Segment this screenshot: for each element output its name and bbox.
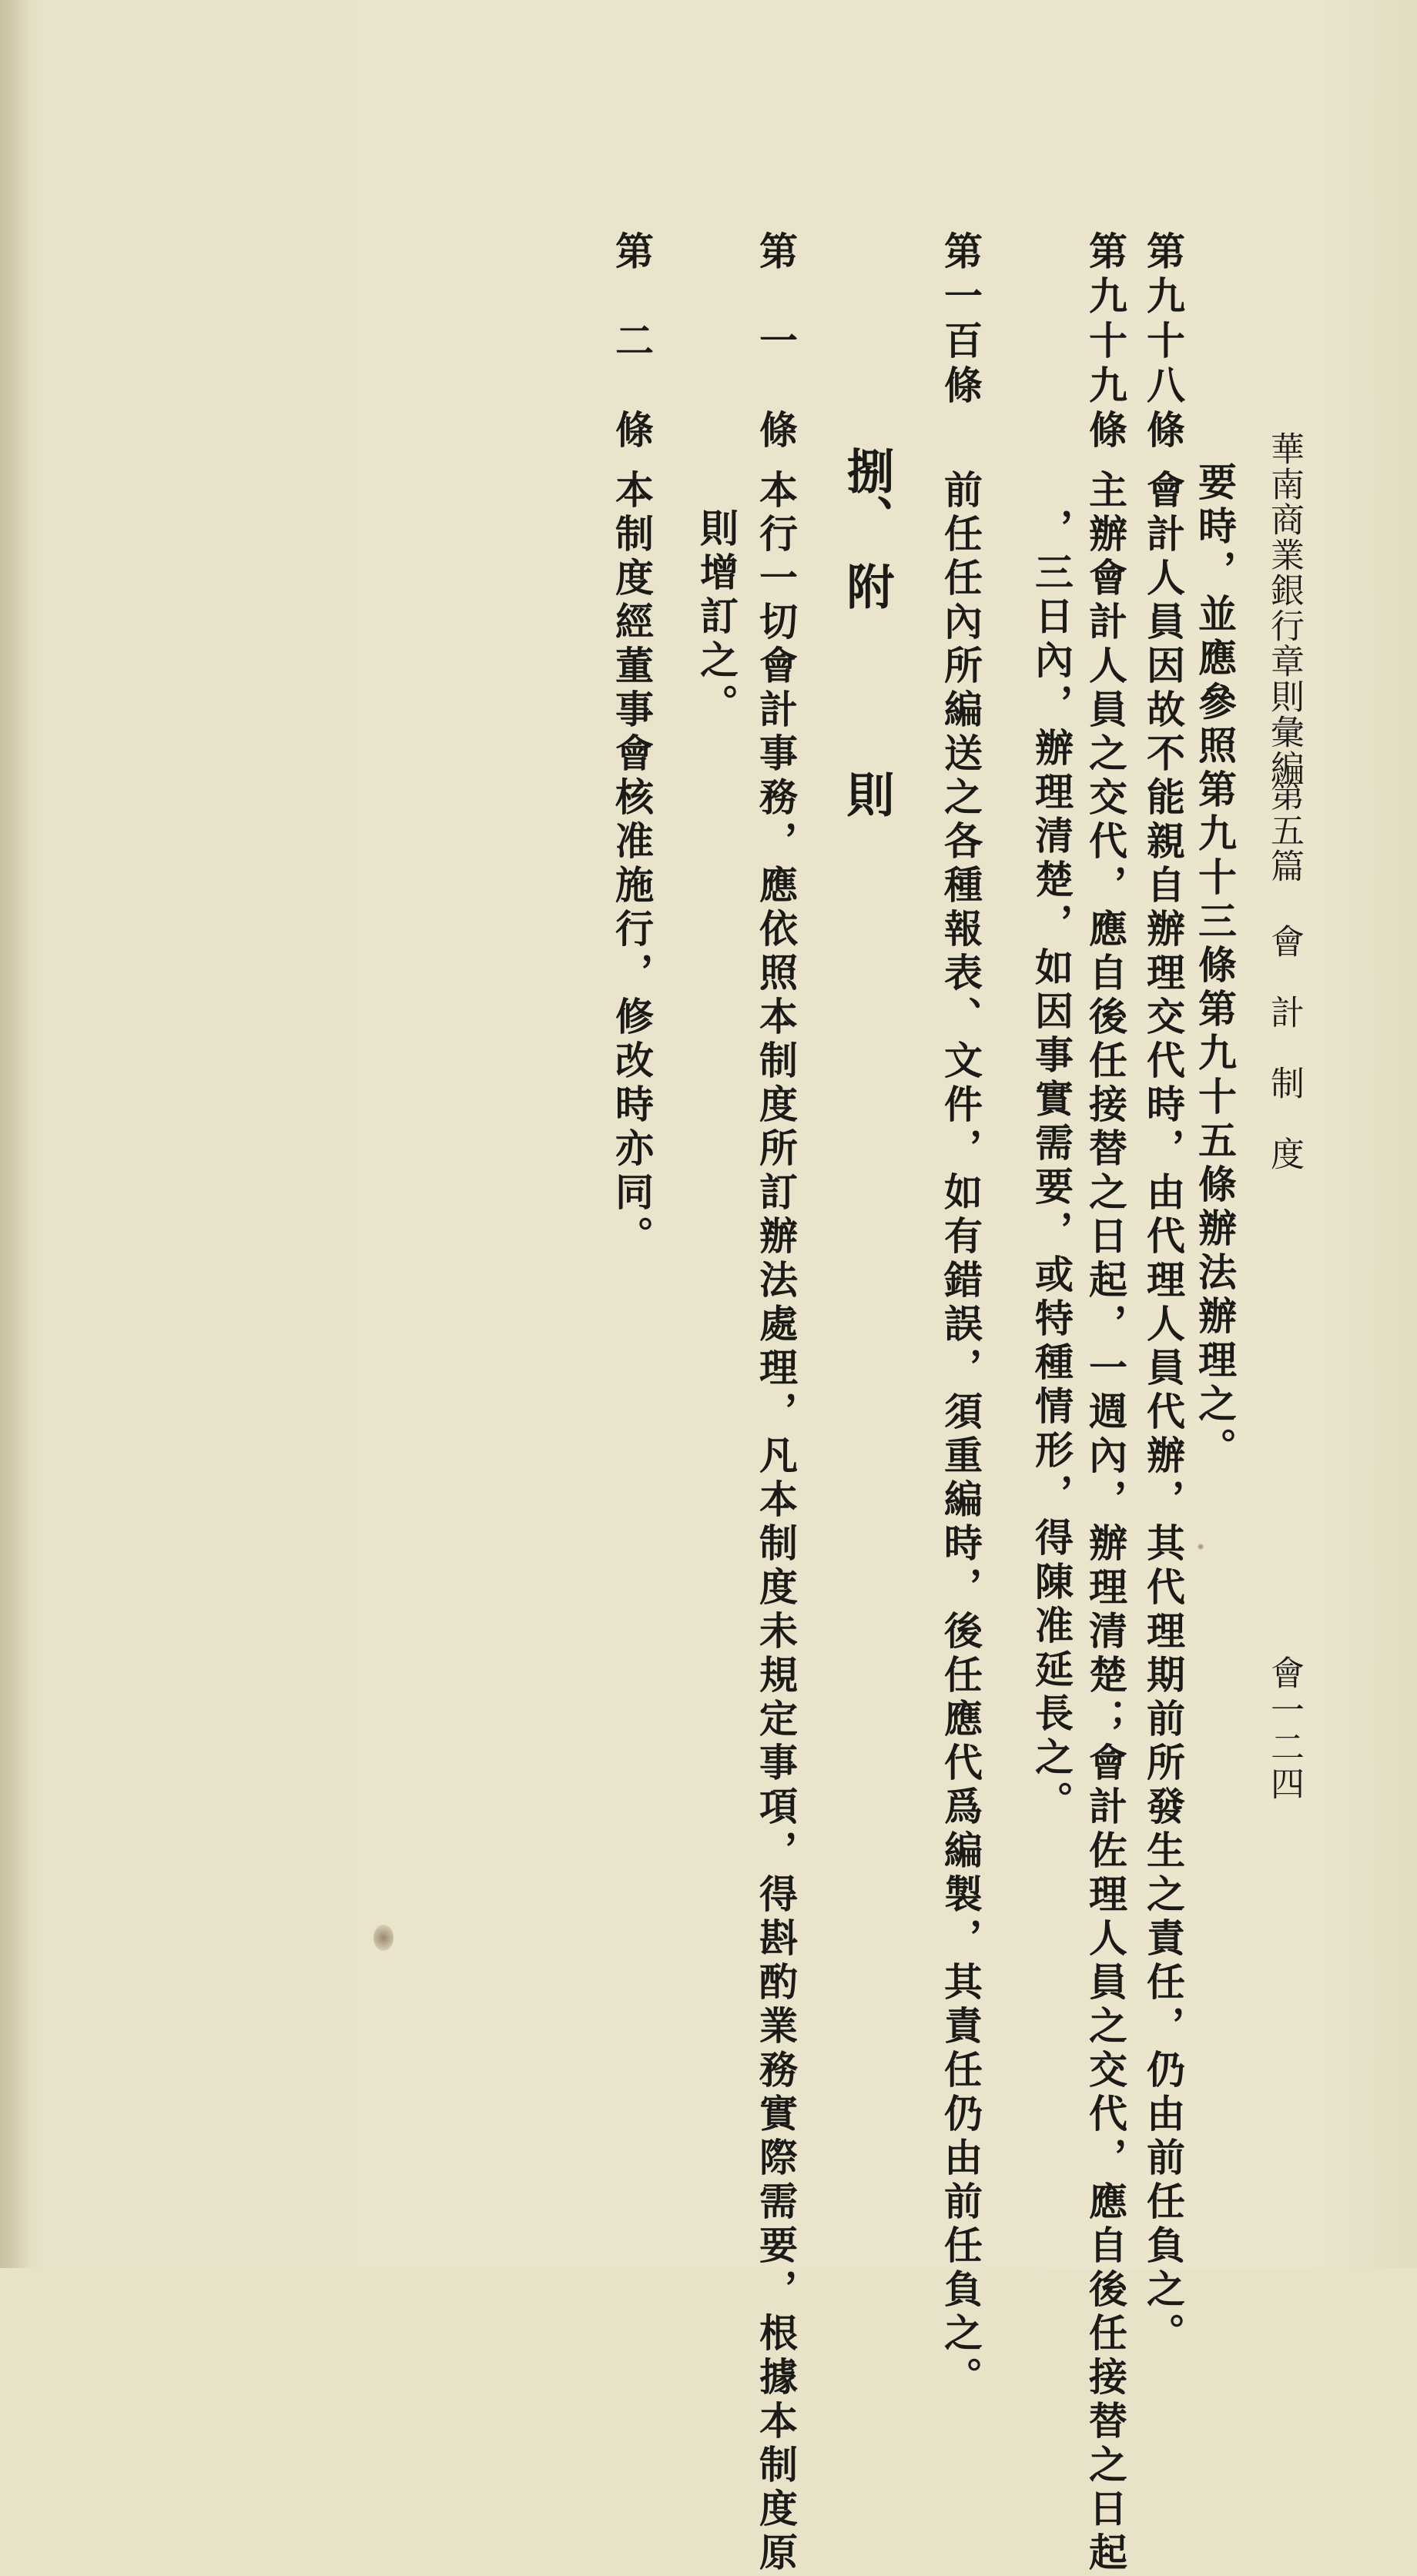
article-99-number: 第九十九條 bbox=[1083, 231, 1128, 454]
page-number: 會一二四 bbox=[1265, 1655, 1304, 1803]
foxing-spot bbox=[1198, 1544, 1204, 1550]
foxing-spot bbox=[374, 1925, 394, 1951]
part-label: 第五篇 bbox=[1265, 778, 1304, 884]
article-99-text: 主辦會計人員之交代，應自後任接替之日起，一週內，辦理清楚；會計佐理人員之交代，應自後任接替之日起 bbox=[1083, 470, 1128, 2576]
chapter-title: 會 計 制 度 bbox=[1265, 924, 1304, 1172]
article-100-text: 前任任內所編送之各種報表、文件，如有錯誤，須重編時，後任應代爲編製，其責任仍由前任負之。 bbox=[938, 470, 983, 2400]
article-98-text: 會計人員因故不能親自辦理交代時，由代理人員代辦，其代理期前所發生之責任，仍由前任負之。 bbox=[1141, 470, 1186, 2357]
article-100-number: 第一百條 bbox=[938, 231, 983, 410]
continued-text: 要時，並應參照第九十三條第九十五條辦法辦理之。 bbox=[1192, 462, 1238, 1471]
supp-article-1-number: 第 一 條 bbox=[753, 231, 799, 454]
article-99-continuation: ，三日內，辦理清楚，如因事實需要，或特種情形，得陳准延長之。 bbox=[1029, 508, 1074, 1825]
section-title-char-2: 則 bbox=[839, 770, 895, 818]
supp-article-1-text: 本行一切會計事務，應依照本制度所訂辦法處理，凡本制度未規定事項，得斟酌業務實際需要，根據本制度原 bbox=[753, 470, 799, 2576]
binding-edge bbox=[0, 0, 31, 2268]
section-number: 捌、 bbox=[839, 447, 895, 542]
supp-article-1-continuation: 則增訂之。 bbox=[694, 508, 739, 728]
supp-article-2-number: 第 二 條 bbox=[609, 231, 655, 454]
book-title: 華南商業銀行章則彙編 bbox=[1265, 431, 1304, 785]
section-title-char-1: 附 bbox=[839, 562, 895, 610]
article-98-number: 第九十八條 bbox=[1141, 231, 1186, 454]
supp-article-2-text: 本制度經董事會核准施行，修改時亦同。 bbox=[609, 470, 655, 1260]
